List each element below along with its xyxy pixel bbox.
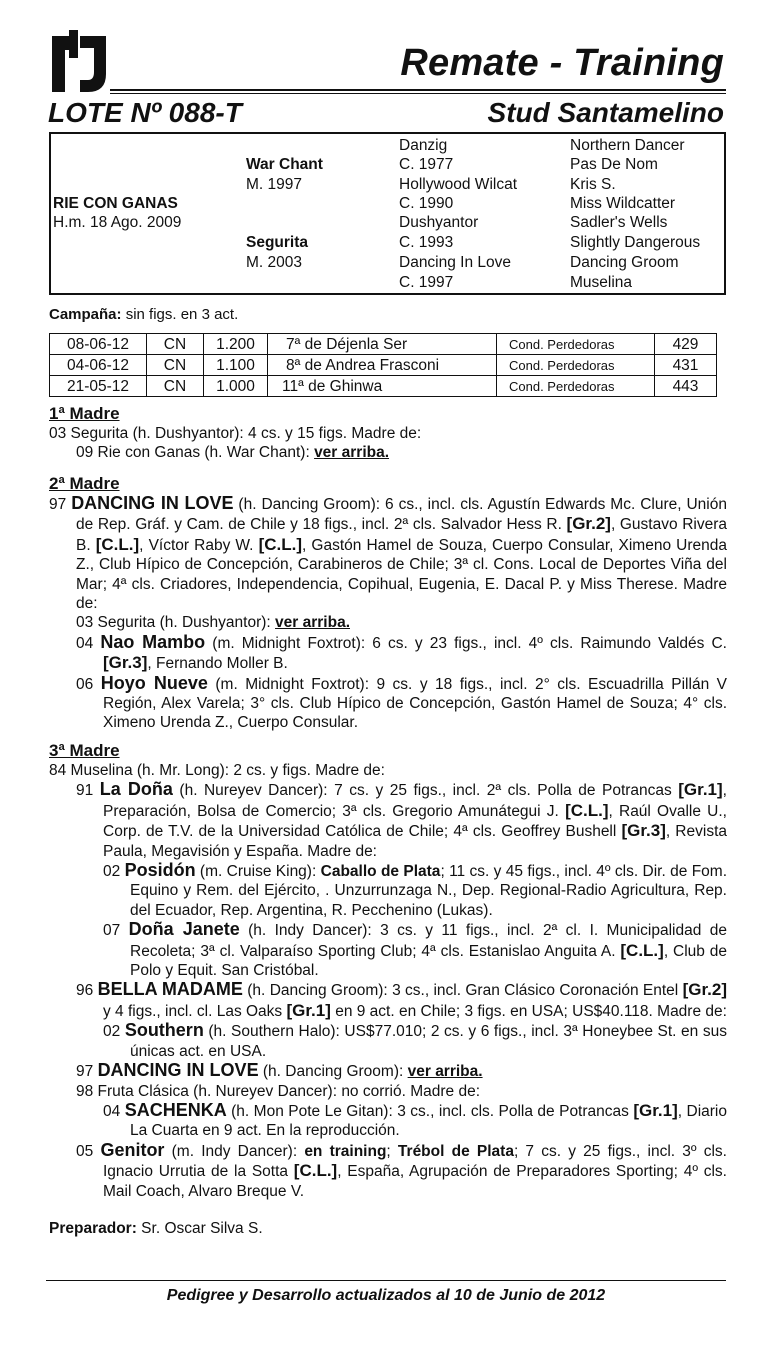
gen4-item: Sadler's Wells — [570, 214, 668, 231]
produce-entry: 91 La Doña (h. Nureyev Dancer): 7 cs. y 25 figs., incl. 2ª cls. Polla de Potrancas [Gr.1], Preparación, Bolsa de Comercio; 3ª cls. Gregorio Amunátegui J. [C.L.], Raúl Ovalle U., Corp. de T.V. de la Universidad Católica de Chile; 4ª cls. Geoffrey Bushell [Gr.3], Revista Paula, Megavisión y España. Madre de: — [76, 779, 727, 860]
races-table — [49, 333, 717, 397]
dam-entry: 84 Muselina (h. Mr. Long): 2 cs. y figs. Madre de: — [49, 762, 385, 779]
section-title: 3ª Madre — [49, 741, 120, 760]
produce-entry: 05 Genitor (m. Indy Dancer): en training; Trébol de Plata; 7 cs. y 25 figs., incl. 3º cls. Ignacio Urrutia de la Sotta [C.L.], España, Agrupación de Preparadores Sporting; 4º cls. Mail Coach, Alvaro Breque V. — [76, 1139, 727, 1200]
dam-year: M. 2003 — [246, 254, 303, 271]
race-number: 431 — [655, 355, 717, 376]
gen4-item: Kris S. — [570, 176, 616, 193]
table-row — [50, 334, 717, 355]
gen3-item: C. 1997 — [399, 274, 454, 291]
gen4-item: Slightly Dangerous — [570, 234, 701, 251]
produce-entry: 02 Posidón (m. Cruise King): Caballo de Plata; 11 cs. y 45 figs., incl. 4º cls. Dir. de Fom. Equino y Rem. del Ejército, . Unzurrunzaga N., Dep. Regional-Radio Agricultura, Rep. del Ecuador, Rep. Argentina, R. Pecchenino (Lukas). — [103, 860, 727, 919]
horse-info: H.m. 18 Ago. 2009 — [53, 214, 182, 231]
trainer-line — [49, 1220, 263, 1238]
stud-name: Stud Santamelino — [487, 97, 724, 128]
race-track: CN — [147, 334, 204, 355]
table-row — [50, 376, 717, 397]
produce-entry: 02 Southern (h. Southern Halo): US$77.010; 2 cs. y 6 figs., incl. 3ª Honeybee St. en sus únicas act. en USA. — [103, 1020, 727, 1060]
produce-entry: 04 Nao Mambo (m. Midnight Foxtrot): 6 cs. y 23 figs., incl. 4º cls. Raimundo Valdés C. [Gr.3], Fernando Moller B. — [76, 631, 727, 673]
produce-entry: 07 Doña Janete (h. Indy Dancer): 3 cs. y 11 figs., incl. 2ª cl. I. Municipalidad de Recoleta; 3ª cl. Valparaíso Sporting Club; 4ª cls. Estanislao Anguita A. [C.L.], Club de Polo y Equit. San Cristóbal. — [103, 919, 727, 980]
race-date: 21-05-12 — [50, 376, 147, 397]
dam-name: Segurita — [246, 234, 309, 251]
footer-rule — [46, 1280, 726, 1281]
sire-name: War Chant — [246, 156, 323, 173]
campaign-text: sin figs. en 3 act. — [121, 306, 239, 323]
gen3-item: C. 1993 — [399, 234, 454, 251]
gen3-item: Dancing In Love — [399, 254, 512, 271]
race-result: 11ª de Ghinwa — [268, 376, 497, 397]
dam-entry: 03 Segurita (h. Dushyantor): 4 cs. y 15 figs. Madre de: — [49, 425, 422, 442]
race-condition: Cond. Perdedoras — [497, 376, 655, 397]
race-condition: Cond. Perdedoras — [497, 355, 655, 376]
race-condition: Cond. Perdedoras — [497, 334, 655, 355]
section-madre3 — [49, 741, 727, 1201]
race-number: 429 — [655, 334, 717, 355]
campaign-line — [49, 306, 238, 323]
section-title: 1ª Madre — [49, 404, 120, 423]
logo-icon — [48, 28, 108, 94]
gen3-item: Dushyantor — [399, 214, 479, 231]
page-title: Remate - Training — [400, 42, 724, 84]
race-distance: 1.100 — [204, 355, 268, 376]
section-title: 2ª Madre — [49, 474, 120, 493]
gen4-item: Dancing Groom — [570, 254, 679, 271]
header-rule — [110, 89, 726, 91]
campaign-label: Campaña: — [49, 306, 122, 323]
produce-entry: 04 SACHENKA (h. Mon Pote Le Gitan): 3 cs., incl. cls. Polla de Potrancas [Gr.1], Diario La Cuarta en 9 act. En la reproducción. — [103, 1099, 727, 1140]
table-row — [50, 355, 717, 376]
race-track: CN — [147, 355, 204, 376]
section-madre2 — [49, 474, 727, 733]
gen4-item: Miss Wildcatter — [570, 195, 676, 212]
lot-number: LOTE Nº 088-T — [48, 97, 242, 128]
race-result: 7ª de Déjenla Ser — [268, 334, 497, 355]
trainer-name: Sr. Oscar Silva S. — [136, 1220, 263, 1237]
race-number: 443 — [655, 376, 717, 397]
gen3-item: C. 1977 — [399, 156, 454, 173]
produce-entry: 98 Fruta Clásica (h. Nureyev Dancer): no corrió. Madre de: — [76, 1082, 481, 1100]
race-date: 08-06-12 — [50, 334, 147, 355]
header-rule-thin — [110, 93, 726, 94]
horse-name: RIE CON GANAS — [53, 195, 178, 212]
gen3-item: Hollywood Wilcat — [399, 176, 518, 193]
produce-entry: 97 DANCING IN LOVE (h. Dancing Groom): ver arriba. — [76, 1060, 483, 1081]
trainer-label: Preparador: — [49, 1220, 137, 1237]
race-result: 8ª de Andrea Frasconi — [268, 355, 497, 376]
produce-entry: 03 Segurita (h. Dushyantor): ver arriba. — [76, 614, 350, 632]
produce-entry: 09 Rie con Ganas (h. War Chant): ver arriba. — [76, 444, 390, 462]
gen4-item: Muselina — [570, 274, 633, 291]
race-date: 04-06-12 — [50, 355, 147, 376]
dam-entry: 97 DANCING IN LOVE (h. Dancing Groom): 6 cs., incl. cls. Agustín Edwards Mc. Clure, Unión de Rep. Gráf. y Cam. de Chile y 18 figs., incl. 2ª cls. Salvador Hess R. [Gr.2], Gustavo Rivera B. [C.L.], Víctor Raby W. [C.L.], Gastón Hamel de Souza, Cuerpo Consular, Ximeno Urenda Z., Club Hípico de Concepción, Carabineros de Chile; 3ª cl. Cons. Local de Deportes Viña del Mar; 4ª cls. Criadores, Independencia, Copihual, Eugenia, E. Dacal P. y Miss Therese. Madre de: — [49, 493, 727, 613]
race-track: CN — [147, 376, 204, 397]
sire-year: M. 1997 — [246, 176, 303, 193]
section-madre1 — [49, 404, 727, 463]
gen3-item: C. 1990 — [399, 195, 454, 212]
race-distance: 1.200 — [204, 334, 268, 355]
produce-entry: 96 BELLA MADAME (h. Dancing Groom): 3 cs., incl. Gran Clásico Coronación Entel [Gr.2] y 4 figs., incl. cl. Las Oaks [Gr.1] en 9 act. en Chile; 3 figs. en USA; US$40.118. Madre de: — [76, 979, 727, 1020]
footer-note: Pedigree y Desarrollo actualizados al 10 de Junio de 2012 — [166, 1287, 606, 1304]
produce-entry: 06 Hoyo Nueve (m. Midnight Foxtrot): 9 cs. y 18 figs., incl. 2° cls. Escuadrilla Pillán V Región, Alex Varela; 3° cls. Club Hípico de Concepción, Gastón Hamel de Souza; 4° cls. Ximeno Urenda Z., Cuerpo Consular. — [76, 672, 727, 732]
gen4-item: Northern Dancer — [570, 137, 685, 154]
gen4-item: Pas De Nom — [570, 156, 658, 173]
pedigree-box — [49, 132, 726, 295]
gen3-item: Danzig — [399, 137, 448, 154]
race-distance: 1.000 — [204, 376, 268, 397]
